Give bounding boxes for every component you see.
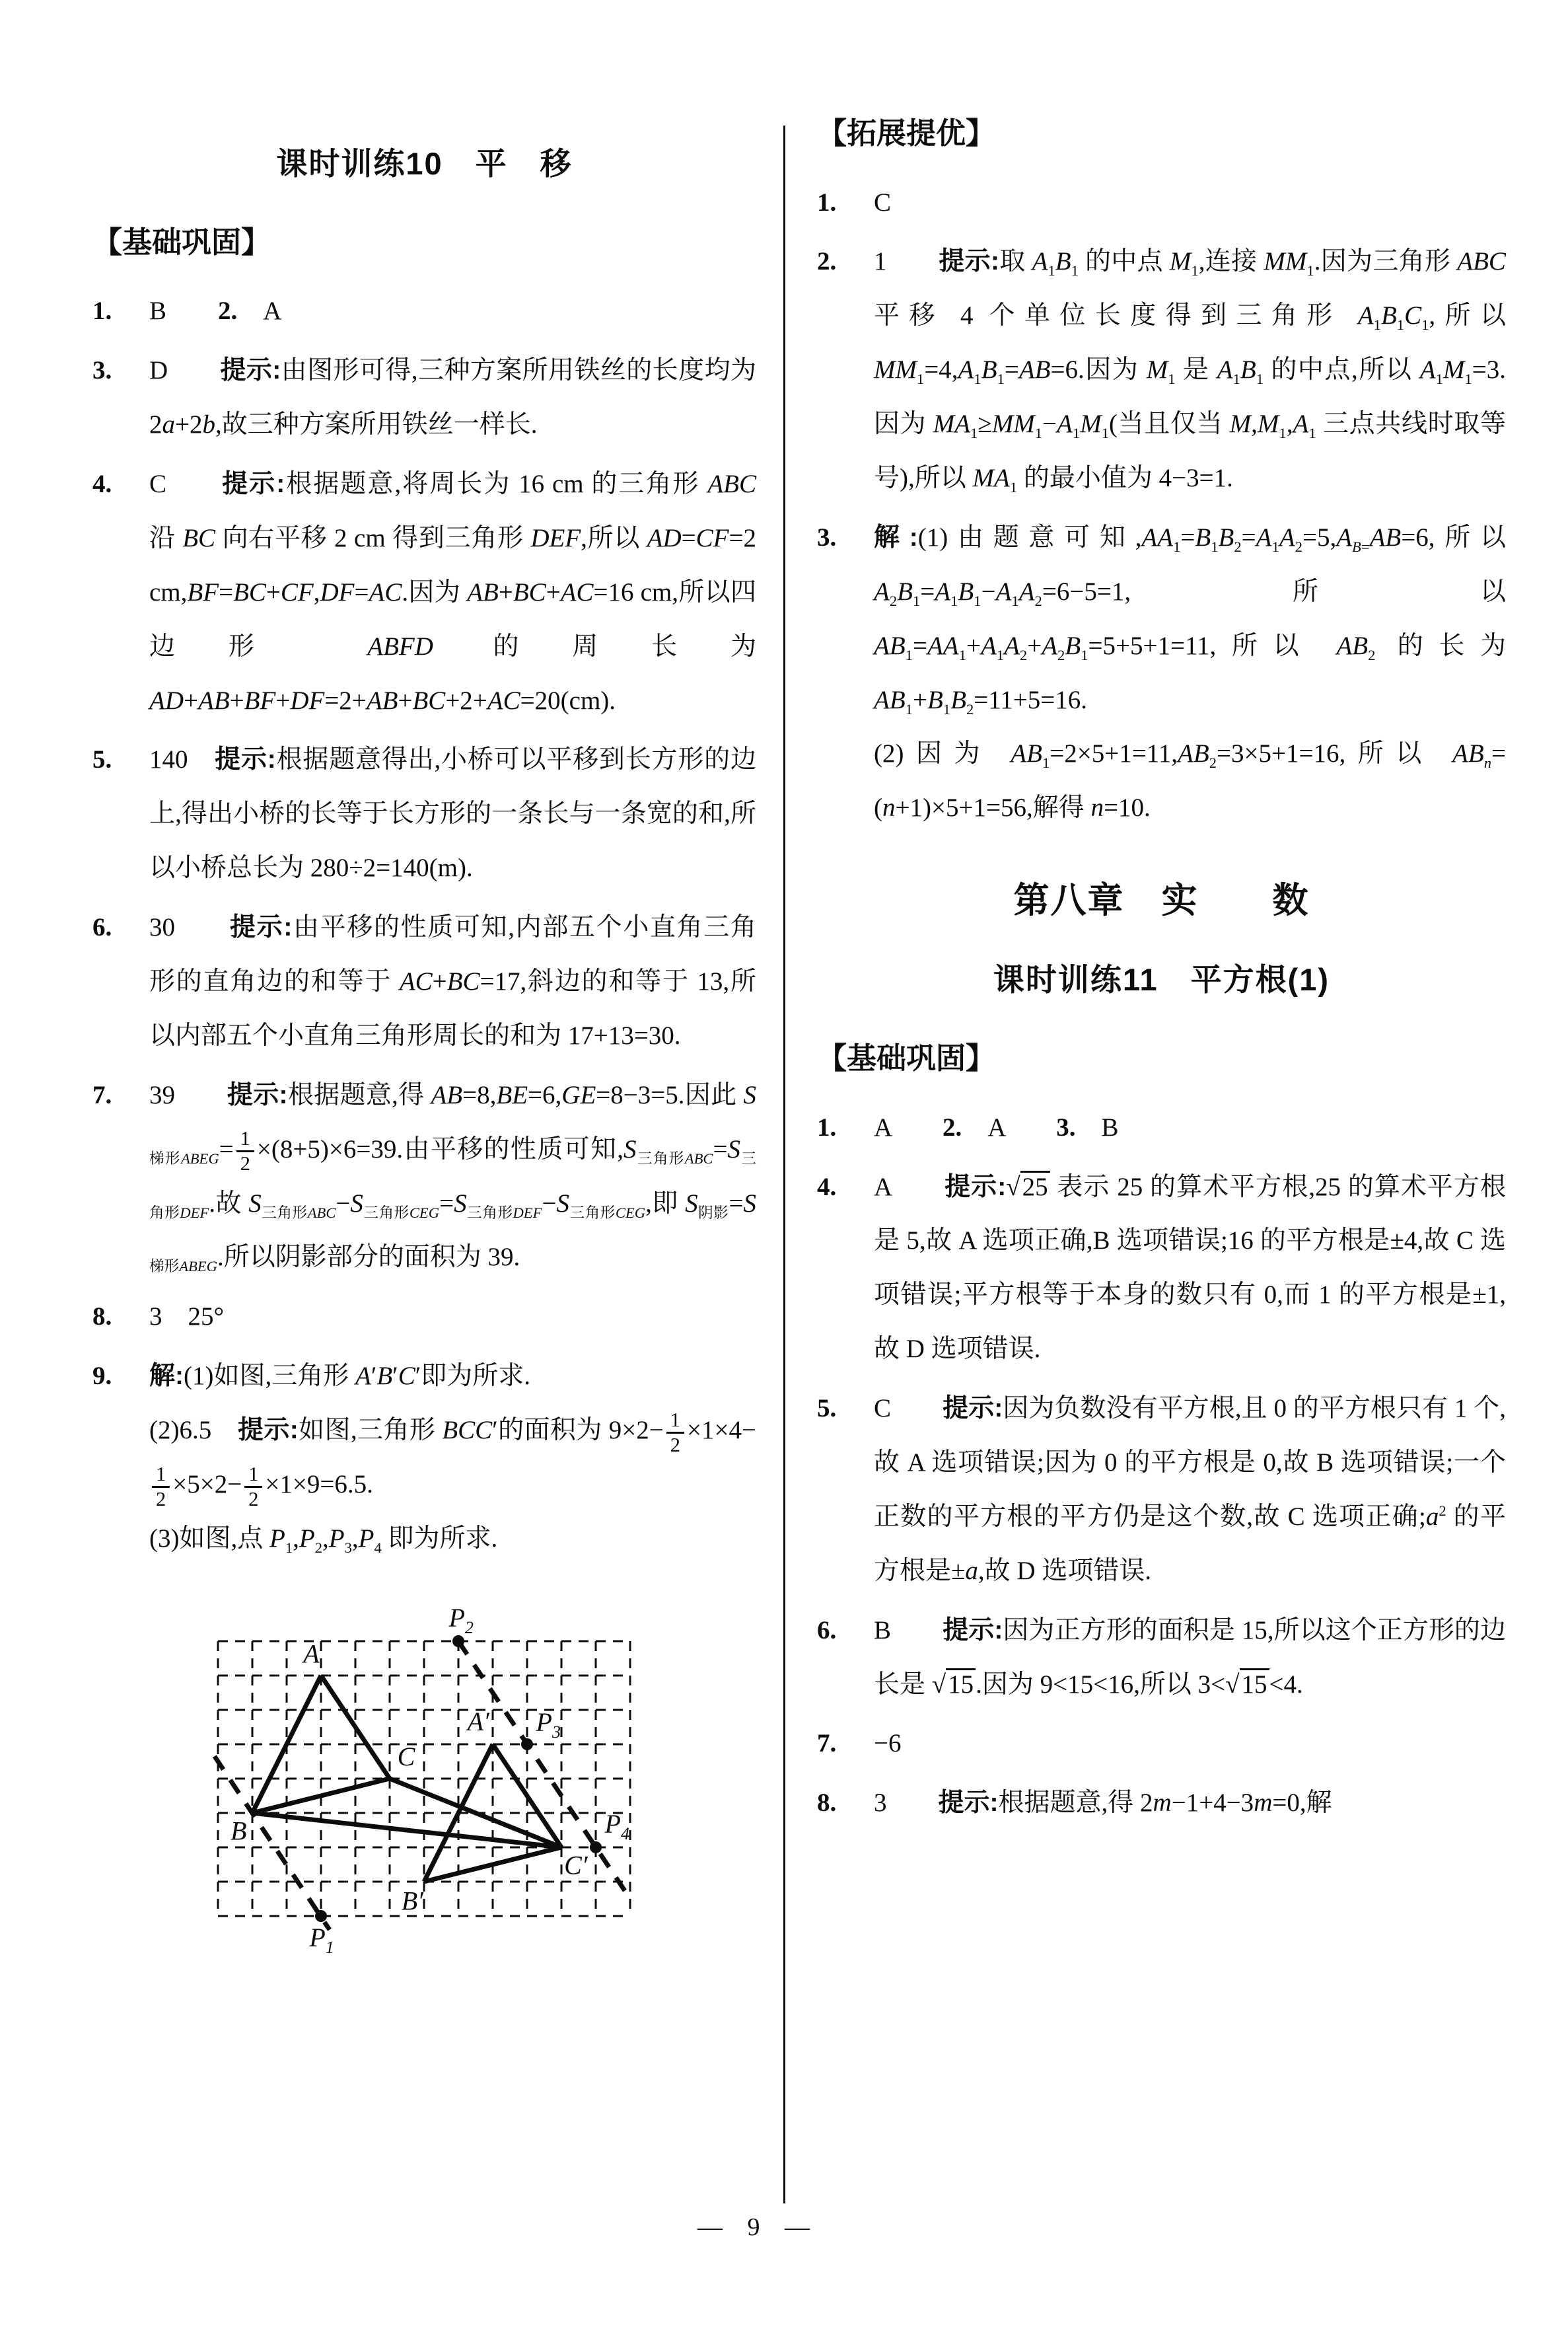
lesson-10-title: 课时训练10 平 移 bbox=[276, 146, 573, 181]
item-body: B 提示:因为正方形的面积是 15,所以这个正方形的边长是 √15.因为 9<15<16,所以 3<√15<4. bbox=[874, 1615, 1506, 1699]
lesson-11-title: 课时训练11 平方根(1) bbox=[993, 962, 1330, 998]
answer-item bbox=[817, 511, 1506, 835]
answer-item bbox=[817, 1604, 1506, 1712]
item-body: B 2. A bbox=[149, 297, 282, 326]
point-dot bbox=[590, 1841, 602, 1853]
item-body: C 提示:根据题意,将周长为 16 cm 的三角形 ABC 沿 BC 向右平移 2 cm 得到三角形 DEF,所以 AD=CF=2 cm,BF=BC+CF,DF=AC.因为 AB+BC+AC=16 cm,所以四边形 ABFD 的周长为 AD+AB+BF+DF=2+AB+BC+2+AC=20(cm). bbox=[149, 469, 756, 715]
left-column bbox=[92, 135, 756, 1995]
answer-item bbox=[817, 1382, 1506, 1598]
answer-item bbox=[817, 1716, 1506, 1771]
item-number: 5. bbox=[92, 745, 112, 774]
item-number: 6. bbox=[92, 913, 112, 942]
item-body: A 2. A 3. B bbox=[874, 1113, 1119, 1142]
item-number: 1. bbox=[817, 1113, 837, 1142]
answer-item bbox=[817, 235, 1506, 505]
item-number: 6. bbox=[817, 1615, 837, 1644]
page-number: — 9 — bbox=[697, 2213, 819, 2241]
section-basic-left: 【基础巩固】 bbox=[92, 225, 271, 259]
item-number: 4. bbox=[817, 1172, 837, 1201]
point-dot bbox=[452, 1635, 464, 1647]
answer-item bbox=[92, 901, 756, 1063]
item-number: 5. bbox=[817, 1394, 837, 1423]
answer-item bbox=[817, 1776, 1506, 1830]
point-label: $P_1$ bbox=[309, 1922, 334, 1957]
answer-item bbox=[92, 284, 756, 338]
answer-item bbox=[92, 1290, 756, 1344]
right-column bbox=[817, 111, 1506, 1835]
item-number: 7. bbox=[817, 1729, 837, 1758]
dashed-translation-line bbox=[458, 1641, 628, 1896]
section-basic-right: 【基础巩固】 bbox=[817, 1041, 996, 1076]
point-dot bbox=[521, 1738, 533, 1750]
answer-item bbox=[92, 344, 756, 452]
section-extension: 【拓展提优】 bbox=[817, 116, 996, 150]
answer-item bbox=[92, 1349, 756, 1566]
answer-item bbox=[817, 1101, 1506, 1155]
item-body: C 提示:因为负数没有平方根,且 0 的平方根只有 1 个,故 A 选项错误;因为 0 的平方根是 0,故 B 选项错误;一个正数的平方根的平方仍是这个数,故 C 选项正确$;a^2$ 的平方根是±a,故 D 选项错误. bbox=[874, 1394, 1506, 1585]
item-body: 140 提示:根据题意得出,小桥可以平移到长方形的边上,得出小桥的长等于长方形的一条长与一条宽的和,所以小桥总长为 280÷2=140(m). bbox=[149, 745, 756, 883]
item-body: 3 提示:根据题意,得 2m−1+4−3m=0,解 bbox=[874, 1789, 1332, 1818]
item-number: 1. bbox=[92, 297, 112, 326]
item-body: D 提示:由图形可得,三种方案所用铁丝的长度均为 2a+2b,故三种方案所用铁丝一样长. bbox=[149, 356, 756, 439]
item-body: A 提示:√25 表示 25 的算术平方根,25 的算术平方根是 5,故 A 选项正确,B 选项错误;16 的平方根是±4,故 C 选项错误;平方根等于本身的数只有 0,而 1 的平方根是±1,故 D 选项错误. bbox=[874, 1160, 1506, 1377]
answer-item bbox=[817, 1160, 1506, 1377]
item-number: 3. bbox=[817, 523, 837, 552]
item-number: 9. bbox=[92, 1362, 112, 1391]
item-number: 2. bbox=[817, 247, 837, 276]
item-number: 3. bbox=[92, 356, 112, 385]
point-label: B′ bbox=[401, 1886, 423, 1916]
point-dot bbox=[315, 1910, 327, 1922]
item-body: 解:(1)如图,三角形 A′B′C′即为所求. (2)6.5 提示:如图,三角形 BCC′的面积为 9×2− $\frac{1}{2}$ ×1×4− $\frac{1}{2}$ ×5×2− $\frac{1}{2}$ ×1×9=6.5. (3)如图,点 $P_1,P_2,P_3,P_4$ 即为所求. bbox=[149, 1362, 756, 1556]
point-label: A bbox=[303, 1639, 320, 1669]
point-label: $P_4$ bbox=[604, 1808, 629, 1843]
item-body: −6 bbox=[874, 1729, 902, 1758]
item-number: 4. bbox=[92, 469, 112, 498]
answer-item bbox=[92, 733, 756, 895]
item-number: 7. bbox=[92, 1080, 112, 1109]
point-label: B bbox=[230, 1816, 247, 1846]
point-label: A′ bbox=[467, 1706, 489, 1736]
chapter-8-title: 第八章 实 数 bbox=[1013, 881, 1310, 921]
point-label: $P_2$ bbox=[448, 1602, 474, 1637]
item-number: 8. bbox=[817, 1789, 837, 1818]
translation-grid-figure bbox=[192, 1600, 756, 1995]
grid-figure-svg bbox=[192, 1600, 666, 1975]
item-body: 39 提示:根据题意,得 AB=8,BE=6,GE=8−3=5.因此 $S_{梯形ABEG}=$ $\frac{1}{2}$ ×(8+5)×6=39.由平移的性质可知$,S_{三角形ABC}=S_{三角形DEF}$.故 $S_{三角形ABC}-S_{三角形CEG}=S_{三角形DEF}-S_{三角形CEG}$,即 $S_{阴影}=S_{梯形ABEG}$.所以阴影部分的面积为 39. bbox=[149, 1080, 756, 1275]
column-divider bbox=[783, 126, 785, 2203]
item-body: 1 提示:取 $A_1B_1$ 的中点 $M_1$,连接 $MM_1$.因为三角形 ABC 平移 4 个单位长度得到三角形 $A_1B_1C_1$,所以 $MM_1=4,A_1B_1=AB=6$.因为 $M_1$ 是 $A_1B_1$ 的中点,所以 $A_1M_1=3$.因为 $MA_1\ge MM_1-A_1M_1$(当且仅当 $M,M_1,A_1$ 三点共线时取等号),所以 $MA_1$ 的最小值为 4−3=1. bbox=[874, 247, 1506, 496]
item-body: 30 提示:由平移的性质可知,内部五个小直角三角形的直角边的和等于 AC+BC=17,斜边的和等于 13,所以内部五个小直角三角形周长的和为 17+13=30. bbox=[149, 913, 756, 1050]
point-label: $P_3$ bbox=[536, 1707, 561, 1742]
item-number: 8. bbox=[92, 1302, 112, 1331]
answer-item bbox=[817, 176, 1506, 230]
item-body: 解:(1)由题意可知$,AA_1=B_1B_2=A_1A_2=5,A_{B=}AB=6$,所以 $A_2B_1=A_1B_1-A_1A_2=6-5=1$,所以 $AB_1=AA_1+A_1A_2+A_2B_1=5+5+1=11$,所以 $AB_2$ 的长为 $AB_1+B_1B_2=11+5=16$. (2)因为 $AB_1=2\times 5+1=11,AB_2=3\times 5+1=16$,所以 $AB_n=(n+1)\times 5+1=56$,解得 n=10. bbox=[874, 523, 1506, 823]
point-label: C′ bbox=[564, 1850, 588, 1880]
item-body: 3 25° bbox=[149, 1302, 225, 1331]
answer-item bbox=[92, 457, 756, 727]
item-body: C bbox=[874, 188, 892, 217]
answer-item bbox=[92, 1068, 756, 1285]
item-number: 1. bbox=[817, 188, 837, 217]
point-label: C bbox=[397, 1742, 415, 1772]
